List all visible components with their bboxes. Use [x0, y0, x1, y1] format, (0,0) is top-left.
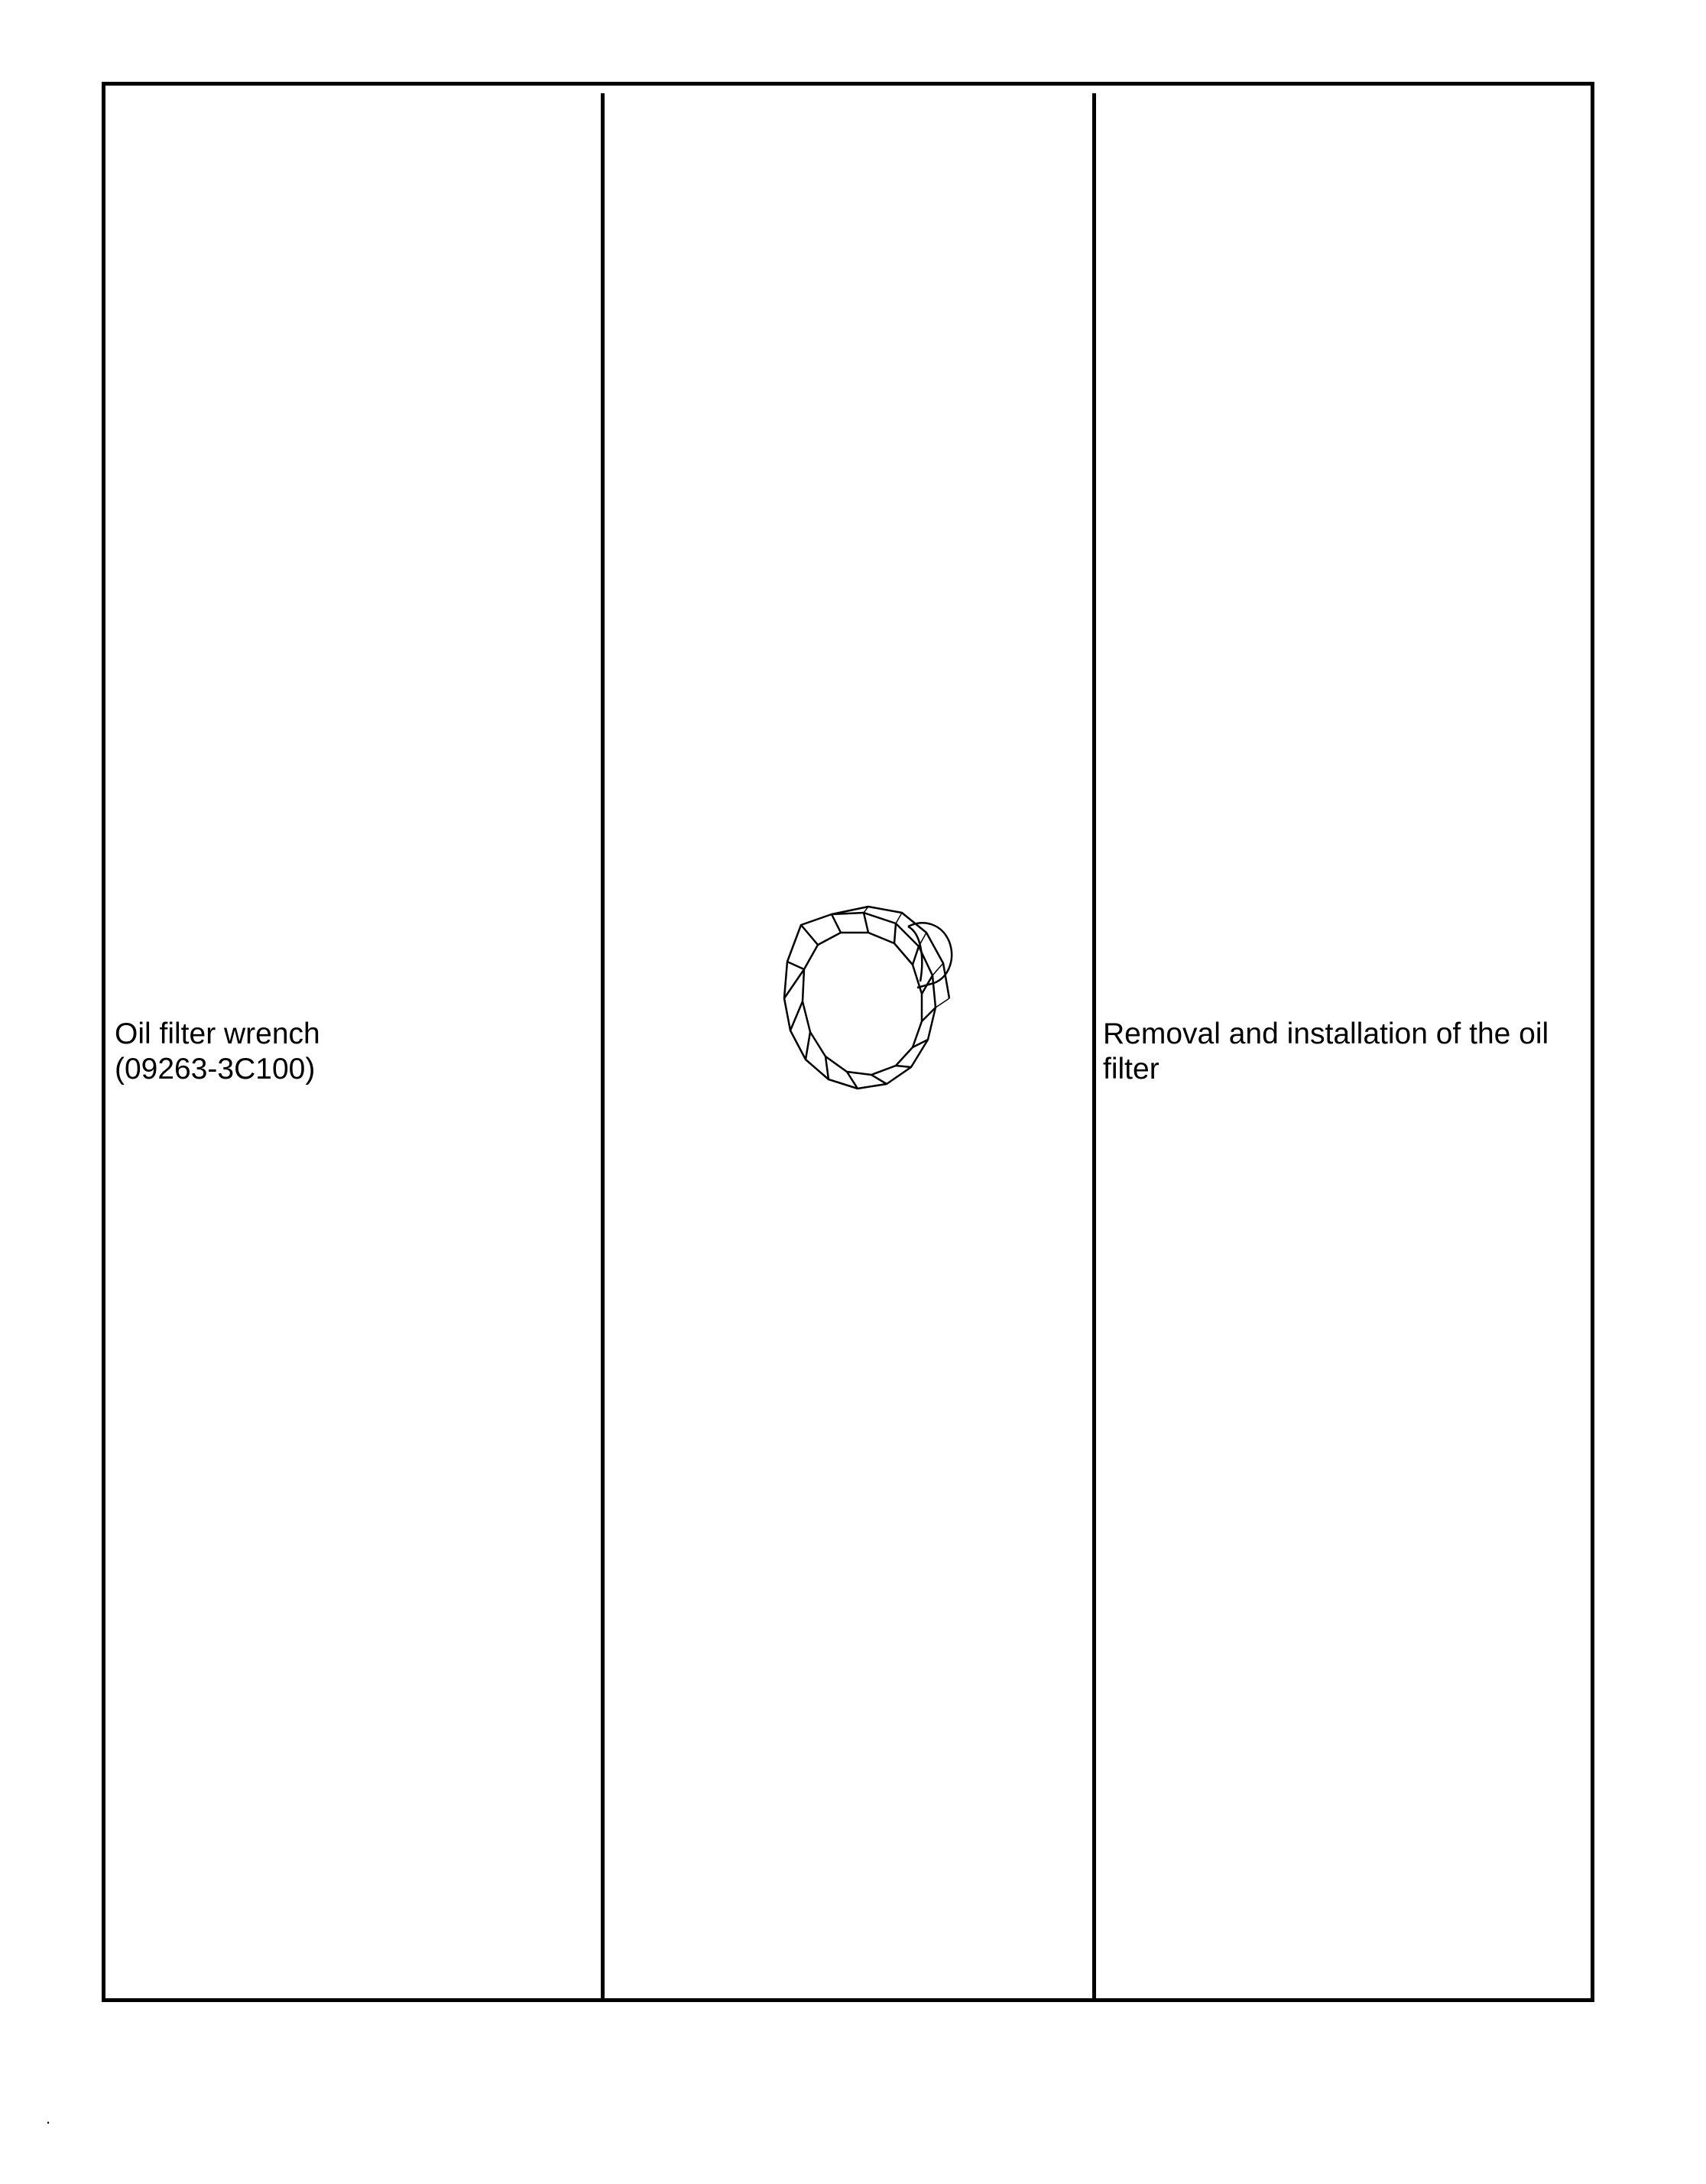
- oil-filter-wrench-icon: [734, 879, 978, 1147]
- tool-purpose-cell: [1103, 1017, 1592, 1087]
- tool-purpose-line: filter: [1103, 1053, 1159, 1086]
- column-divider: [1092, 93, 1096, 1998]
- tool-part-number: (09263-3C100): [115, 1053, 316, 1086]
- tool-purpose-line: Removal and installation of the oil: [1103, 1017, 1549, 1050]
- page-mark: .: [46, 2108, 51, 2127]
- tool-name: Oil filter wrench: [115, 1017, 320, 1050]
- column-divider: [601, 93, 605, 1998]
- tool-name-cell: [115, 1017, 596, 1087]
